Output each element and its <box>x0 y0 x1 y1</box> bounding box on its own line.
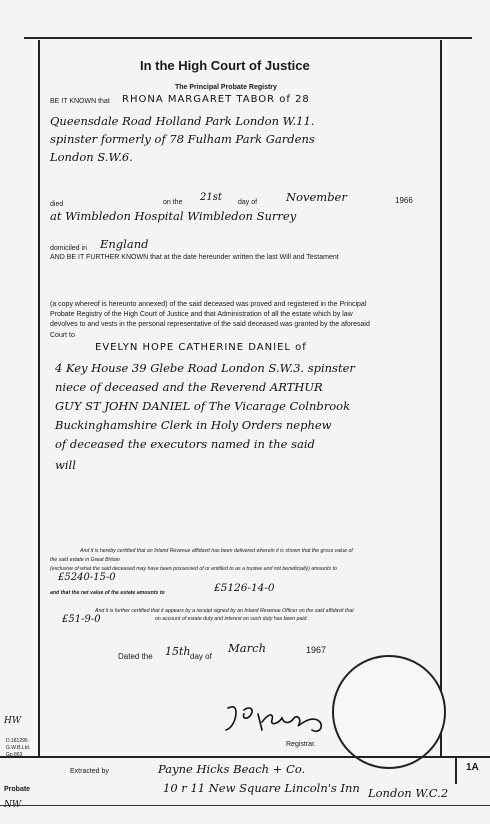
print-ref-2: G.W.B.Ltd. <box>6 745 31 751</box>
solicitor-firm: Payne Hicks Beach + Co. <box>158 762 306 776</box>
registrar-label: Registrar. <box>286 741 316 748</box>
address-line-3: London S.W.6. <box>50 150 133 164</box>
gross-value: £5240-15-0 <box>58 572 116 583</box>
on-the-label: on the <box>163 199 183 206</box>
executor-line-2: 4 Key House 39 Glebe Road London S.W.3. spinster <box>55 361 355 375</box>
death-year: 1966 <box>395 196 413 205</box>
death-month: November <box>286 190 347 204</box>
domicile-value: England <box>100 237 149 251</box>
dated-day-of-label: day of <box>190 652 212 661</box>
net-value-label: and that the net value of the estate amounts to <box>50 590 165 596</box>
address-line-1: Queensdale Road Holland Park London W.11. <box>50 114 315 128</box>
dated-label: Dated the <box>118 652 153 661</box>
dated-month: March <box>228 641 266 655</box>
extracted-by-label: Extracted by <box>70 768 109 775</box>
executor-line-1: EVELYN HOPE CATHERINE DANIEL of <box>95 342 307 353</box>
domiciled-label: domiciled in <box>50 245 87 252</box>
print-ref-1: D.181295 <box>6 738 28 744</box>
court-to-label: Court to <box>50 332 75 339</box>
probate-label: Probate <box>4 786 31 793</box>
print-ref-3: Gp.863 <box>6 752 23 758</box>
net-value: £5126-14-0 <box>214 582 275 594</box>
dated-day: 15th <box>165 645 191 658</box>
solicitor-address: 10 r 11 New Square Lincoln's Inn <box>163 781 360 795</box>
registry-subtitle: The Principal Probate Registry <box>175 84 277 91</box>
grant-line-3: devolves to and vests in the personal representative of the said deceased was granted by the aforesaid <box>50 321 370 328</box>
deceased-name: RHONA MARGARET TABOR of 28 <box>122 94 310 105</box>
duty-line-1: And it is further certified that it appears by a receipt signed by an Inland Revenue Officer on the said affidavit that <box>95 608 354 614</box>
day-of-label: day of <box>238 199 258 206</box>
margin-mark-2: NW <box>4 800 22 810</box>
death-day: 21st <box>200 192 222 203</box>
certify-line-2: the said estate in Great Britain <box>50 557 120 563</box>
death-place: at Wimbledon Hospital Wimbledon Surrey <box>50 209 297 223</box>
certify-line-3: (exclusive of what the said deceased may have been possessed of or entitled to as a trustee and not beneficially) amounts to <box>50 566 337 572</box>
solicitor-city: London W.C.2 <box>368 786 449 800</box>
top-border <box>24 37 472 39</box>
duty-value: £51-9-0 <box>62 614 101 625</box>
court-title: In the High Court of Justice <box>140 58 310 73</box>
grant-line-2: Probate Registry of the High Court of Justice and that Administration of all the estate which by law <box>50 311 353 318</box>
registrar-signature <box>222 700 332 740</box>
be-it-known-label: BE IT KNOWN that <box>50 98 110 105</box>
executor-line-5: Buckinghamshire Clerk in Holy Orders nephew <box>55 418 332 432</box>
executor-line-4: GUY ST JOHN DANIEL of The Vicarage Colnbrook <box>55 399 351 413</box>
footer-code-divider <box>455 756 457 784</box>
executor-line-7: will <box>55 458 76 472</box>
address-line-2: spinster formerly of 78 Fulham Park Gardens <box>50 132 315 146</box>
certify-line-1: And it is hereby certified that an Inland Revenue affidavit has been delivered wherein it is shown that the gross value of <box>80 548 353 554</box>
court-seal <box>332 655 446 769</box>
footer-top-rule <box>0 756 490 758</box>
died-label: died <box>50 201 64 208</box>
further-known-text: AND BE IT FURTHER KNOWN that at the date hereunder written the last Will and Testament <box>50 254 339 261</box>
executor-line-6: of deceased the executors named in the said <box>55 437 315 451</box>
margin-mark-1: HW <box>4 716 22 726</box>
footer-bottom-rule <box>0 805 490 806</box>
dated-year: 1967 <box>306 645 327 655</box>
form-code: 1A <box>466 762 479 773</box>
executor-line-3: niece of deceased and the Reverend ARTHUR <box>55 380 323 394</box>
grant-line-1: (a copy whereof is hereunto annexed) of the said deceased was proved and registered in the Principal <box>50 301 367 308</box>
duty-line-2: on account of estate duty and interest on such duty has been paid. <box>155 616 308 622</box>
